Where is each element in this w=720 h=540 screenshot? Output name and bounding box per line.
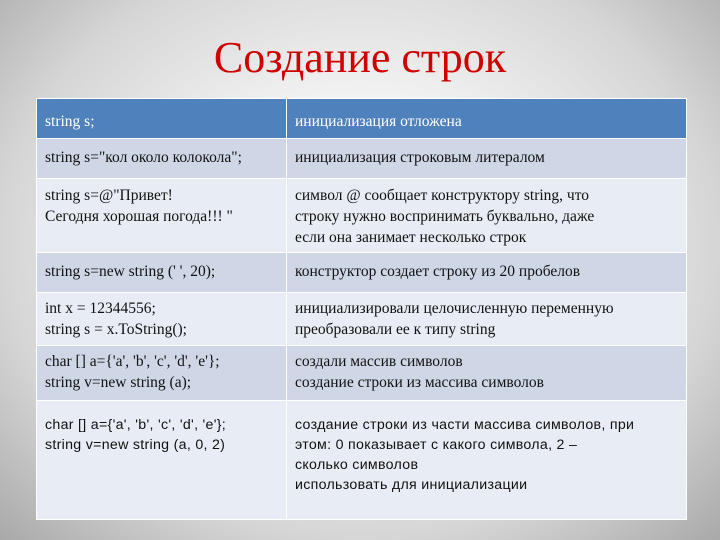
table-row [37, 401, 687, 520]
code-cell: char [] a={'a', 'b', 'c', 'd', 'e'}; string v=new string (a, 0, 2) [37, 401, 287, 520]
string-creation-table [36, 98, 686, 516]
code-cell: string s; [37, 99, 287, 139]
code-cell: string s="кол около колокола"; [37, 139, 287, 179]
description-cell: инициализировали целочисленную переменную преобразовали ее к типу string [287, 293, 687, 346]
slide-title: Создание строк [213, 33, 507, 82]
description-cell: инициализация строковым литералом [287, 139, 687, 179]
table-row [37, 179, 687, 253]
table-row [37, 346, 687, 401]
table-row [37, 99, 687, 139]
table-row [37, 139, 687, 179]
description-cell: инициализация отложена [287, 99, 687, 139]
description-cell: конструктор создает строку из 20 пробелов [287, 253, 687, 293]
table-row [37, 293, 687, 346]
description-cell: создание строки из части массива символов, при этом: 0 показывает с какого символа, 2 – сколько символов использовать для инициализации [287, 401, 687, 520]
description-cell: создали массив символов создание строки из массива символов [287, 346, 687, 401]
table-row [37, 253, 687, 293]
code-cell: string s=new string (' ', 20); [37, 253, 287, 293]
code-cell: char [] a={'a', 'b', 'c', 'd', 'e'}; string v=new string (a); [37, 346, 287, 401]
code-cell: int x = 12344556; string s = x.ToString(); [37, 293, 287, 346]
code-cell: string s=@"Привет! Сегодня хорошая погода!!! " [37, 179, 287, 253]
table [36, 98, 687, 520]
description-cell: символ @ сообщает конструктору string, что строку нужно воспринимать буквально, даже если она занимает несколько строк [287, 179, 687, 253]
